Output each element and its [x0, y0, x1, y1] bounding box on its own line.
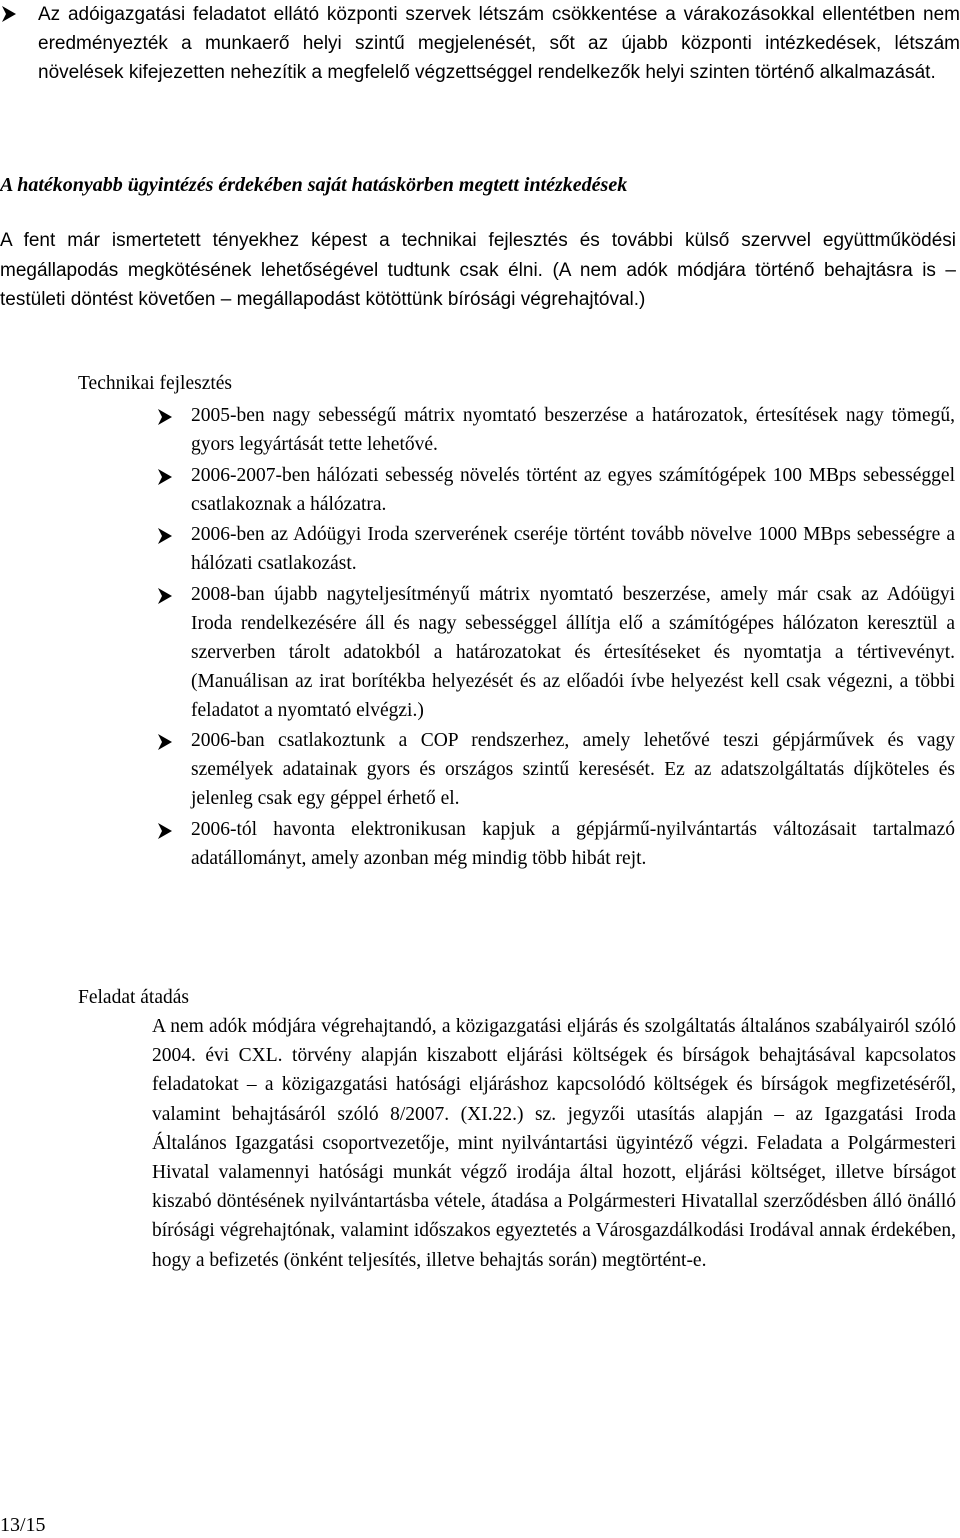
- handover-paragraph: A nem adók módjára végrehajtandó, a közigazgatási eljárás és szolgáltatás általános szabályairól szóló 2004. évi CXL. törvény alapján kiszabott eljárási költségek és bírságok behajtásával kapcsolatos feladatokat – a közigazgatási hatósági eljáráshoz kapcsolódó költségek és bírságok megfizetéséről, valamint behajtásáról szóló 8/2007. (XI.22.) sz. jegyzői utasítás alapján – az Igazgatási Iroda Általános Igazgatási csoportvezetője, mint nyilvántartási ügyintéző végzi. Feladata a Polgármesteri Hivatal valamennyi hatósági munkát végző irodája által hozott, eljárási költséget, illetve bírságot kiszabó döntésének nyilvántartásba vétele, átadása a Polgármesteri Hivatallal szerződésben álló önálló bírósági végrehajtónak, valamint időszakos egyeztetés a Városgazdálkodási Irodával annak érdekében, hogy a befizetés (önként teljesítés, illetve behajtás során) megtörtént-e.: [152, 1016, 956, 1271]
- list-item-text: 2006-2007-ben hálózati sebesség növelés történt az egyes számítógépek 100 MBps sebességgel csatlakoznak a hálózatra.: [191, 464, 955, 515]
- tech-subheading: Technikai fejlesztés: [78, 373, 233, 394]
- list-item-text: 2006-ban csatlakoztunk a COP rendszerhez, amely lehetővé teszi gépjárművek és vagy személyek adatainak gyors és országos szintű keresését. Ez az adatszolgáltatás díjköteles és jelenleg csak egy géppel érhető el.: [191, 730, 955, 809]
- list-item: [156, 580, 956, 725]
- list-item: [156, 520, 956, 578]
- top-bullet-text: Az adóigazgatási feladatot ellátó központi szervek létszám csökkentése a várakozásokkal ellentétben nem eredményezték a munkaerő helyi szintű megjelenését, sőt az újabb központi intézkedések, létszám növelések kifejezetten nehezítik a megfelelő végzettséggel rendelkezők helyi szinten történő alkalmazását.: [38, 4, 960, 83]
- arrow-bullet-icon: [156, 467, 174, 487]
- list-item: [156, 726, 956, 813]
- list-item-text: 2005-ben nagy sebességű mátrix nyomtató beszerzése a határozatok, értesítések nagy tömegű, gyors legyártását tette lehetővé.: [191, 405, 955, 455]
- list-item: [156, 401, 956, 459]
- section-intro-paragraph: A fent már ismertetett tényekhez képest a technikai fejlesztés és további külső szervvel együttműködési megállapodás megkötésének lehetőségével tudtunk csak élni. (A nem adók módjára történő behajtásra is – testületi döntést követően – megállapodást kötöttünk bírósági végrehajtóval.): [0, 230, 956, 310]
- list-item-text: 2008-ban újabb nagyteljesítményű mátrix nyomtató beszerzése, amely már csak az Adóügyi Iroda rendelkezésére áll és nagy sebességgel állítja elő a számítógépes hálózaton keresztül a szerverben tárolt adatokból a határozatokat és értesítéseket és nyomtatja a tértivevényt. (Manuálisan az irat borítékba helyezését és az előadói ívbe helyezést kell csak végezni, a többi feladatot a nyomtató elvégzi.): [191, 583, 955, 721]
- tech-bullet-list: [156, 401, 956, 874]
- arrow-bullet-icon: [156, 586, 174, 606]
- list-item: [156, 461, 956, 519]
- top-bullet-item: [0, 0, 960, 87]
- arrow-bullet-icon: [0, 4, 18, 24]
- list-item-text: 2006-tól havonta elektronikusan kapjuk a gépjármű-nyilvántartás változásait tartalmazó adatállományt, amely azonban még mindig több hibát rejt.: [191, 818, 955, 869]
- section-heading: A hatékonyabb ügyintézés érdekében saját hatáskörben megtett intézkedések: [0, 174, 628, 196]
- list-item: [156, 815, 956, 873]
- arrow-bullet-icon: [156, 407, 174, 427]
- arrow-bullet-icon: [156, 526, 174, 546]
- handover-subheading: Feladat átadás: [78, 987, 189, 1008]
- arrow-bullet-icon: [156, 821, 174, 841]
- page-number: 13/15: [0, 1514, 46, 1536]
- arrow-bullet-icon: [156, 732, 174, 752]
- list-item-text: 2006-ben az Adóügyi Iroda szerverének cseréje történt tovább növelve 1000 MBps sebességre a hálózati csatlakozást.: [191, 524, 955, 574]
